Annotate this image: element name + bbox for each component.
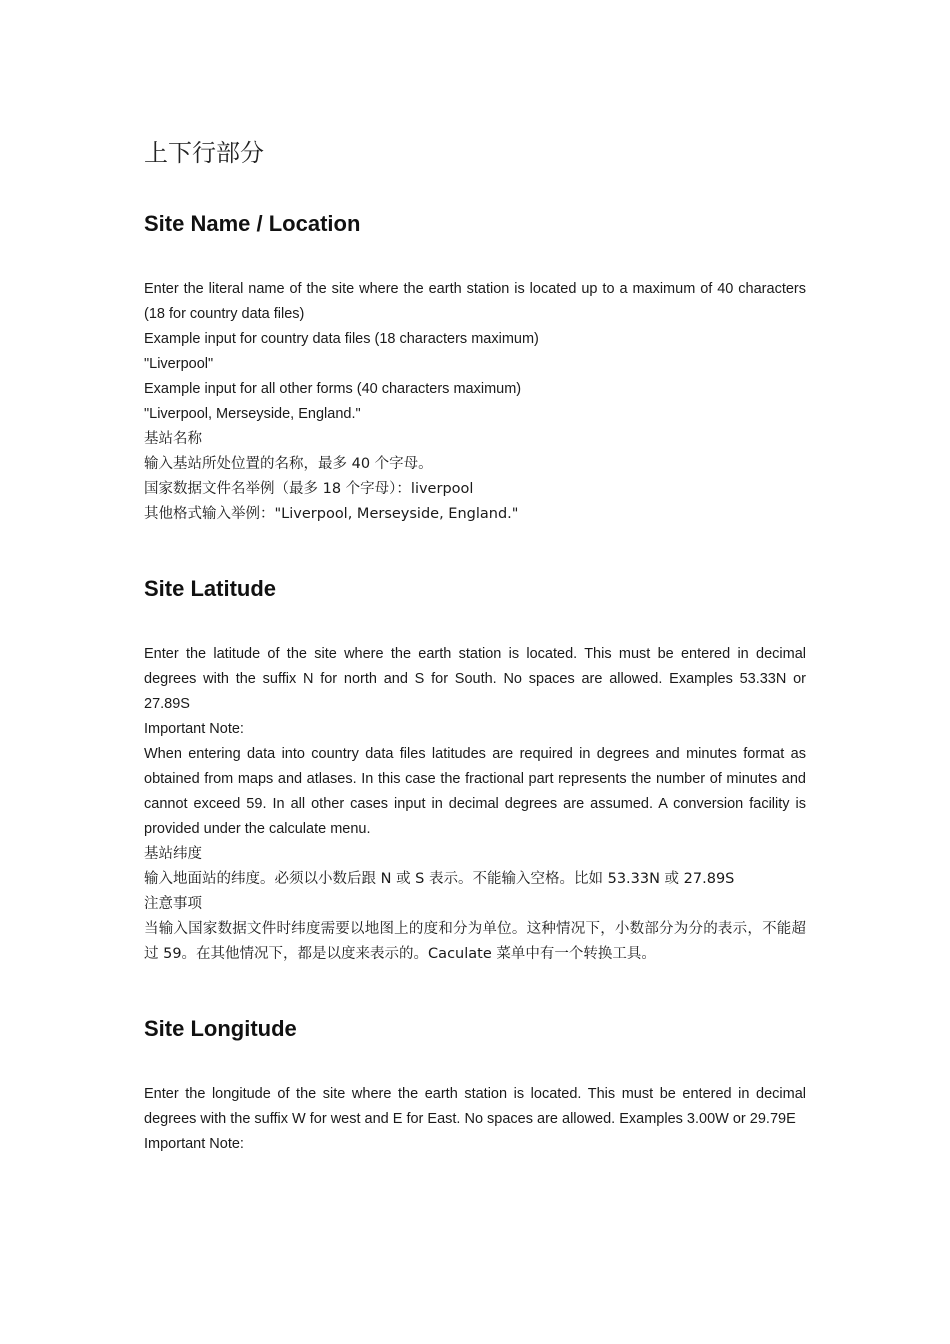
section-heading-site-name: Site Name / Location — [144, 211, 361, 236]
paragraph: Important Note: — [144, 1136, 244, 1152]
paragraph: 基站纬度 — [144, 846, 202, 862]
document-title: 上下行部分 — [144, 139, 264, 167]
paragraph: 其他格式输入举例："Liverpool, Merseyside, England." — [144, 506, 519, 522]
section-body-site-latitude — [144, 642, 806, 967]
paragraph: "Liverpool, Merseyside, England." — [144, 406, 361, 422]
paragraph: 输入地面站的纬度。必须以小数后跟 N 或 S 表示。不能输入空格。比如 53.33N 或 27.89S — [144, 871, 735, 887]
section-heading-site-latitude: Site Latitude — [144, 576, 277, 601]
paragraph: 当输入国家数据文件时纬度需要以地图上的度和分为单位。这种情况下，小数部分为分的表示，不能超过 59。在其他情况下，都是以度来表示的。Caculate 菜单中有一个转换工具。 — [144, 921, 806, 962]
section-heading-site-longitude: Site Longitude — [144, 1016, 297, 1041]
section-body-site-name — [144, 277, 806, 527]
paragraph: 基站名称 — [144, 431, 202, 447]
paragraph: 输入基站所处位置的名称，最多 40 个字母。 — [144, 456, 433, 472]
paragraph: "Liverpool" — [144, 356, 214, 372]
section-body-site-longitude — [144, 1082, 806, 1157]
paragraph: Enter the latitude of the site where the earth station is located. This must be entered in decimal degrees with the suffix N for north and S for South. No spaces are allowed. Examples 53.33N or 27.89S — [144, 646, 806, 712]
paragraph: Important Note: — [144, 721, 244, 737]
paragraph: Enter the literal name of the site where the earth station is located up to a maximum of 40 characters (18 for country data files) — [144, 281, 806, 322]
paragraph: When entering data into country data files latitudes are required in degrees and minutes format as obtained from maps and atlases. In this case the fractional part represents the number of minutes and cannot exceed 59. In all other cases input in decimal degrees are assumed. A conversion facility is provided under the calculate menu. — [144, 746, 806, 837]
paragraph: Example input for country data files (18 characters maximum) — [144, 331, 539, 347]
paragraph: Example input for all other forms (40 characters maximum) — [144, 381, 522, 397]
paragraph: Enter the longitude of the site where the earth station is located. This must be entered in decimal degrees with the suffix W for west and E for East. No spaces are allowed. Examples 3.00W or 29.79E — [144, 1086, 806, 1127]
paragraph: 国家数据文件名举例（最多 18 个字母）：liverpool — [144, 481, 474, 497]
paragraph: 注意事项 — [144, 896, 202, 912]
